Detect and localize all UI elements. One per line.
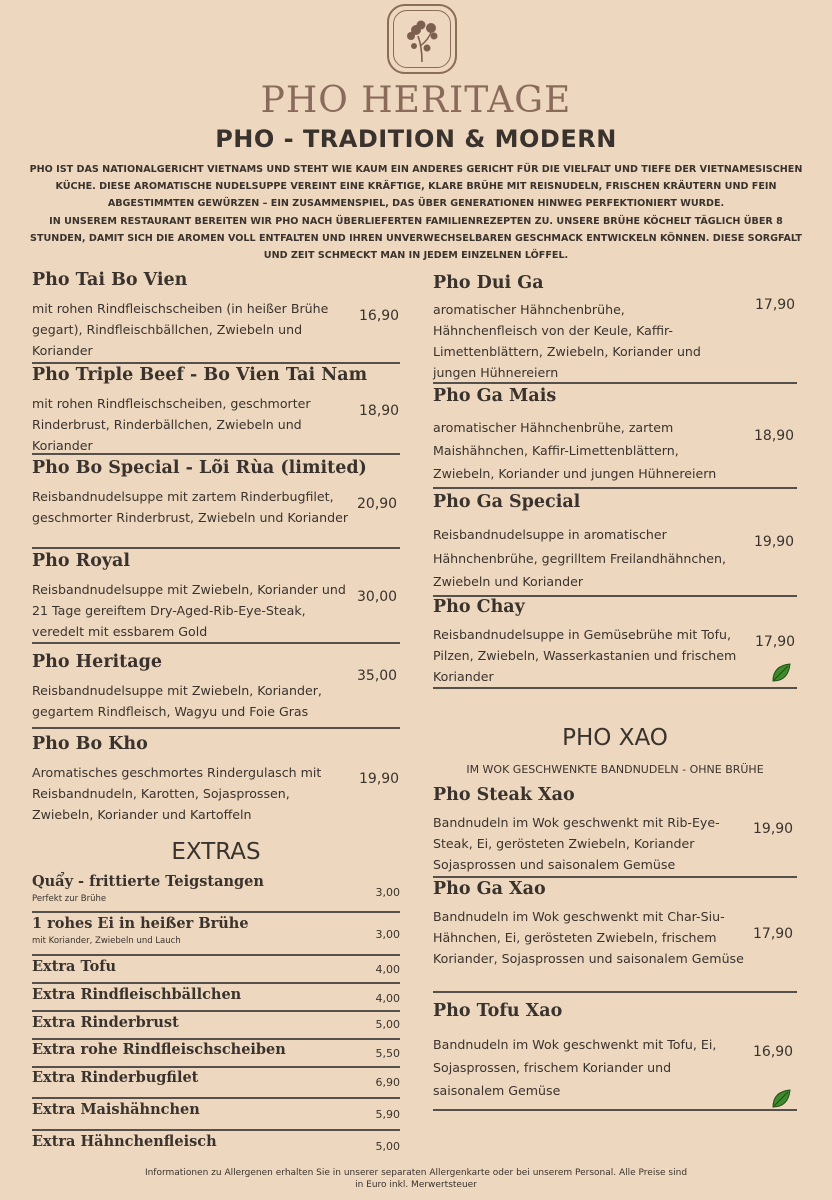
- divider: [32, 1066, 400, 1068]
- menu-item: [32, 270, 400, 365]
- divider: [32, 1129, 400, 1131]
- item-description: mit rohen Rindfleischscheiben (in heißer Brühe gegart), Rindfleischbällchen, Zwiebeln und Koriander: [32, 301, 329, 358]
- pho-xao-subheading: IM WOK GESCHWENKTE BANDNUDELN - OHNE BRÜHE: [466, 763, 764, 776]
- menu-item: [32, 365, 400, 460]
- item-title: Pho Bo Special - Lõi Rùa (limited): [32, 458, 367, 478]
- divider: [433, 382, 797, 384]
- footer-note: [100, 1167, 732, 1191]
- item-title: Pho Triple Beef - Bo Vien Tai Nam: [32, 365, 368, 385]
- item-description: Reisbandnudelsuppe mit zartem Rinderbugfilet, geschmorter Rinderbrust, Zwiebeln und Koriander: [32, 489, 349, 525]
- extra-price: 3,00: [375, 928, 400, 941]
- brand-name: PHO HERITAGE: [260, 80, 572, 121]
- item-description: Reisbandnudelsuppe in Gemüsebrühe mit Tofu, Pilzen, Zwiebeln, Wasserkastanien und frischem Koriander: [433, 627, 737, 684]
- divider: [32, 982, 400, 984]
- menu-item: [32, 551, 400, 646]
- menu-item: [433, 386, 797, 490]
- item-title: Pho Steak Xao: [433, 785, 575, 805]
- extra-price: 5,00: [375, 1140, 400, 1153]
- item-title: Pho Ga Mais: [433, 386, 557, 406]
- extra-item: [32, 1101, 400, 1131]
- extra-price: 4,00: [375, 992, 400, 1005]
- item-description: Reisbandnudelsuppe mit Zwiebeln, Koriander, gegartem Rindfleisch, Wagyu und Foie Gras: [32, 683, 322, 719]
- intro-paragraph: IN UNSEREM RESTAURANT BEREITEN WIR PHO NACH ÜBERLIEFERTEN FAMILIENREZEPTEN ZU. UNSERE BRÜHE KÖCHELT TÄGLICH ÜBER 8 STUNDEN, DAMIT SICH DIE AROMEN VOLL ENTFALTEN UND IHREN UNVERWECHSELBAREN GESCHMACK ENTWICKELN KÖNNEN. DIESE SORGFALT UND ZEIT SCHMECKT MAN IN JEDEM EINZELNEN LÖFFEL.: [30, 215, 802, 262]
- divider: [32, 642, 400, 644]
- item-price: 18,90: [754, 428, 795, 444]
- extra-item: [32, 873, 400, 913]
- divider: [32, 453, 400, 455]
- extra-title: Extra Hähnchenfleisch: [32, 1133, 217, 1150]
- divider: [32, 362, 400, 364]
- divider: [433, 1109, 797, 1111]
- menu-item: [433, 785, 797, 880]
- item-title: Pho Ga Xao: [433, 879, 546, 899]
- item-price: 16,90: [359, 308, 400, 324]
- extra-title: Extra Tofu: [32, 958, 117, 975]
- item-description: Bandnudeln im Wok geschwenkt mit Rib-Eye-Steak, Ei, gerösteten Zwiebeln, Koriander Sojasprossen und saisonalem Gemüse: [433, 815, 720, 872]
- extra-item: [32, 1069, 400, 1099]
- item-price: 17,90: [753, 926, 794, 942]
- extra-title: Quẩy - frittierte Teigstangen: [32, 873, 264, 890]
- item-title: Pho Tofu Xao: [433, 1001, 563, 1021]
- menu-item: [433, 492, 797, 597]
- extra-title: 1 rohes Ei in heißer Brühe: [32, 915, 249, 932]
- item-description: Bandnudeln im Wok geschwenkt mit Char-Siu-Hähnchen, Ei, gerösteten Zwiebeln, frischem Koriander, Sojasprossen und saisonalem Gemüse: [433, 909, 744, 966]
- extra-price: 5,00: [375, 1018, 400, 1031]
- item-description: Bandnudeln im Wok geschwenkt mit Tofu, Ei, Sojasprossen, frischem Koriander und saisonalem Gemüse: [433, 1037, 717, 1098]
- menu-item: [32, 458, 400, 553]
- item-description: aromatischer Hähnchenbrühe, zartem Maishähnchen, Kaffir-Limettenblättern, Zwiebeln, Koriander und jungen Hühnereiern: [433, 420, 717, 481]
- item-price: 18,90: [359, 403, 400, 419]
- item-title: Pho Royal: [32, 551, 131, 571]
- pho-xao-heading: PHO XAO: [562, 725, 668, 751]
- extra-item: [32, 1133, 400, 1159]
- divider: [433, 991, 797, 993]
- item-description: aromatischer Hähnchenbrühe, Hähnchenfleisch von der Keule, Kaffir-Limettenblättern, Zwiebeln, Koriander und jungen Hühnereiern: [433, 302, 701, 380]
- divider: [32, 1038, 400, 1040]
- vegan-leaf-icon: [770, 662, 792, 684]
- divider: [433, 487, 797, 489]
- extra-price: 6,90: [375, 1076, 400, 1089]
- item-description: mit rohen Rindfleischscheiben, geschmorter Rinderbrust, Rinderbällchen, Zwiebeln und Koriander: [32, 396, 311, 453]
- divider: [433, 687, 797, 689]
- extra-item: [32, 958, 400, 984]
- logo: [387, 4, 457, 74]
- item-price: 35,00: [357, 668, 398, 684]
- item-title: Pho Bo Kho: [32, 734, 148, 754]
- intro-text: [20, 161, 812, 264]
- item-price: 19,90: [359, 771, 400, 787]
- menu-item: [433, 879, 797, 994]
- extra-price: 4,00: [375, 963, 400, 976]
- item-title: Pho Ga Special: [433, 492, 581, 512]
- menu-item: [433, 1001, 797, 1113]
- extra-title: Extra Maishähnchen: [32, 1101, 200, 1118]
- extras-heading: EXTRAS: [171, 839, 261, 865]
- item-description: Aromatisches geschmortes Rindergulasch mit Reisbandnudeln, Karotten, Sojasprossen, Zwiebeln, Koriander und Kartoffeln: [32, 765, 322, 822]
- extra-title: Extra rohe Rindfleischscheiben: [32, 1041, 286, 1058]
- item-price: 20,90: [357, 496, 398, 512]
- item-description: Reisbandnudelsuppe mit Zwiebeln, Koriander und 21 Tage gereiftem Dry-Aged-Rib-Eye-Steak, veredelt mit essbarem Gold: [32, 582, 346, 639]
- item-price: 17,90: [755, 297, 796, 313]
- item-price: 19,90: [753, 821, 794, 837]
- extra-price: 5,50: [375, 1047, 400, 1060]
- divider: [32, 911, 400, 913]
- item-price: 19,90: [754, 534, 795, 550]
- extra-subtitle: mit Koriander, Zwiebeln und Lauch: [32, 936, 181, 946]
- item-description: Reisbandnudelsuppe in aromatischer Hähnchenbrühe, gegrilltem Freilandhähnchen, Zwiebeln und Koriander: [433, 527, 727, 589]
- divider: [32, 727, 400, 729]
- extra-title: Extra Rinderbugfilet: [32, 1069, 199, 1086]
- intro-paragraph: PHO IST DAS NATIONALGERICHT VIETNAMS UND STEHT WIE KAUM EIN ANDERES GERICHT FÜR DIE VIELFALT UND TIEFE DER VIETNAMESISCHEN KÜCHE. DIESE AROMATISCHE NUDELSUPPE VEREINT EINE KRÄFTIGE, KLARE BRÜHE MIT REISNUDELN, FRISCHEN KRÄUTERN UND FEIN ABGESTIMMTEN GEWÜRZEN – EIN ZUSAMMENSPIEL, DAS ÜBER GENERATIONEN HINWEG PERFEKTIONIERT WURDE.: [29, 164, 803, 210]
- vegan-leaf-icon: [770, 1088, 792, 1110]
- page-title: PHO - TRADITION & MODERN: [215, 125, 617, 153]
- item-title: Pho Tai Bo Vien: [32, 270, 188, 290]
- extra-price: 3,00: [375, 886, 400, 899]
- item-price: 30,00: [357, 589, 398, 605]
- item-title: Pho Heritage: [32, 652, 162, 672]
- extra-title: Extra Rinderbrust: [32, 1014, 179, 1031]
- item-title: Pho Dui Ga: [433, 273, 544, 293]
- footer-line: in Euro inkl. Merwertsteuer: [355, 1180, 477, 1190]
- menu-item: [32, 652, 400, 732]
- menu-item: [32, 734, 400, 829]
- extra-item: [32, 1014, 400, 1040]
- herb-leaf-icon: [402, 16, 442, 64]
- extra-title: Extra Rindfleischbällchen: [32, 986, 242, 1003]
- extra-item: [32, 915, 400, 955]
- item-title: Pho Chay: [433, 597, 525, 617]
- divider: [32, 1010, 400, 1012]
- divider: [433, 876, 797, 878]
- item-price: 16,90: [753, 1044, 794, 1060]
- divider: [32, 954, 400, 956]
- divider: [32, 547, 400, 549]
- divider: [32, 1097, 400, 1099]
- menu-item: [433, 273, 797, 385]
- extra-subtitle: Perfekt zur Brühe: [32, 894, 107, 904]
- menu-item: [433, 597, 797, 692]
- footer-line: Informationen zu Allergenen erhalten Sie in unserer separaten Allergenkarte oder bei unserem Personal. Alle Preise sind: [144, 1168, 688, 1178]
- item-price: 17,90: [755, 634, 796, 650]
- extra-item: [32, 986, 400, 1012]
- extra-price: 5,90: [375, 1108, 400, 1121]
- extra-item: [32, 1041, 400, 1067]
